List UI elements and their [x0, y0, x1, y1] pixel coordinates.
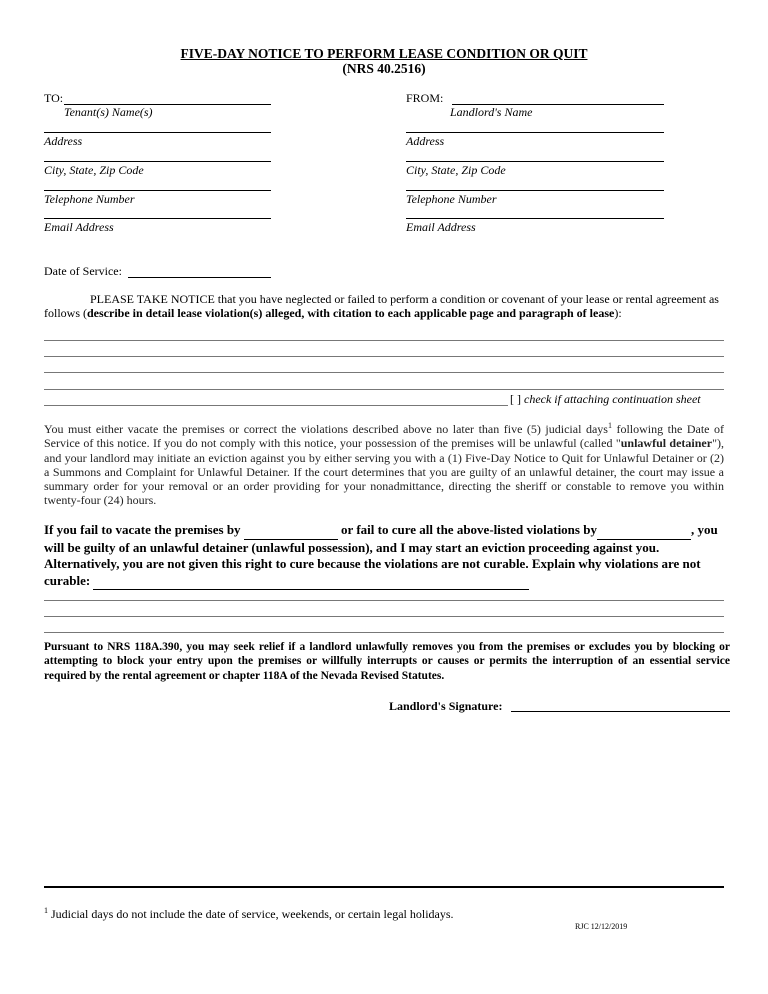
tenant-city-line[interactable] — [44, 161, 271, 162]
violation-line[interactable] — [44, 340, 724, 341]
tenant-address-line[interactable] — [44, 132, 271, 133]
landlord-phone-line[interactable] — [406, 190, 664, 191]
relief-notice: Pursuant to NRS 118A.390, you may seek relief if a landlord unlawfully removes you from the premises or excludes you by blocking or attempting to block your entry upon the premises or willfully interrupts or causes or permits the interruption of an essential service required by the rental agreement or chapter 118A of the Nevada Revised Statutes. — [44, 641, 730, 682]
warning-paragraph — [44, 522, 724, 590]
instructions-part3: "), and your landlord may initiate an eviction against you by either serving you with a (1) Five-Day Notice to Quit for Unlawful Detainer or (2) a Summons and Complaint for Unlawful Detainer. If the court determines that you are guilty of an unlawful detainer, the court may issue a summary order for your removal or an order providing for your nonadmittance, directing the sheriff or constable to remove you within twenty-four (24) hours. — [44, 436, 724, 508]
cure-date-blank[interactable] — [597, 522, 691, 540]
instructions-paragraph — [44, 422, 724, 508]
violation-line[interactable] — [44, 405, 508, 406]
violation-line[interactable] — [44, 356, 724, 357]
date-of-service-line[interactable] — [128, 277, 271, 278]
landlord-email-caption: Email Address — [406, 220, 476, 234]
date-of-service-label: Date of Service: — [44, 264, 122, 278]
footnote-divider — [44, 886, 724, 888]
explanation-line[interactable] — [44, 632, 724, 633]
notice-intro-bold: describe in detail lease violation(s) alleged, with citation to each applicable page and paragraph of lease — [87, 306, 615, 321]
warning-part2: or fail to cure all the above-listed violations by — [337, 522, 597, 537]
explanation-line[interactable] — [44, 616, 724, 617]
signature-label: Landlord's Signature: — [389, 699, 503, 713]
instructions-part1: You must either vacate the premises or correct the violations described above no later than five (5) judicial days — [44, 422, 608, 436]
footnote — [44, 907, 454, 921]
violation-line[interactable] — [44, 372, 724, 373]
from-label: FROM: — [406, 91, 444, 105]
tenant-city-caption: City, State, Zip Code — [44, 163, 144, 177]
notice-intro: PLEASE TAKE NOTICE that you have neglected or failed to perform a condition or covenant of your lease or rental agreement as follows ( — [44, 292, 719, 321]
warning-part3: , you will be guilty of an unlawful detainer (unlawful possession), and I may start an eviction proceeding against you. Alternatively, you are not given this right to cure because the violations are not curable. Explain why violations are not curable: — [44, 522, 718, 588]
page-title: FIVE-DAY NOTICE TO PERFORM LEASE CONDITION OR QUIT — [180, 46, 588, 61]
tenant-email-caption: Email Address — [44, 220, 114, 234]
landlord-email-line[interactable] — [406, 218, 664, 219]
warning-part1: If you fail to vacate the premises by — [44, 522, 244, 537]
tenant-email-line[interactable] — [44, 218, 271, 219]
signature-line[interactable] — [511, 711, 730, 712]
not-curable-explanation-blank[interactable] — [93, 573, 529, 591]
form-code: RJC 12/12/2019 — [575, 922, 628, 931]
explanation-line[interactable] — [44, 600, 724, 601]
instructions-part2: following the Date of Service of this notice. If you do not comply with this notice, your possession of the premises will be unlawful (called " — [44, 422, 724, 451]
unlawful-detainer-term: unlawful detainer — [620, 436, 713, 451]
landlord-city-line[interactable] — [406, 161, 664, 162]
footnote-text: Judicial days do not include the date of service, weekends, or certain legal holidays. — [48, 907, 454, 921]
footnote-mark: 1 — [44, 906, 48, 915]
to-label: TO: — [44, 91, 64, 105]
continuation-checkbox[interactable]: [ ] — [510, 392, 521, 406]
landlord-name-caption: Landlord's Name — [450, 105, 533, 119]
continuation-checkbox-label: check if attaching continuation sheet — [524, 392, 701, 406]
tenant-name-caption: Tenant(s) Name(s) — [64, 105, 153, 119]
continuation-checkbox-row — [510, 392, 701, 406]
landlord-city-caption: City, State, Zip Code — [406, 163, 506, 177]
notice-paragraph — [44, 292, 724, 321]
violation-line[interactable] — [44, 389, 724, 390]
landlord-phone-caption: Telephone Number — [406, 192, 497, 206]
notice-intro-end: ): — [614, 306, 622, 321]
tenant-address-caption: Address — [44, 134, 83, 148]
tenant-phone-line[interactable] — [44, 190, 271, 191]
footnote-reference: 1 — [607, 421, 612, 430]
landlord-address-caption: Address — [406, 134, 445, 148]
vacate-date-blank[interactable] — [244, 522, 338, 540]
page-subtitle: (NRS 40.2516) — [342, 61, 426, 76]
tenant-phone-caption: Telephone Number — [44, 192, 135, 206]
landlord-address-line[interactable] — [406, 132, 664, 133]
